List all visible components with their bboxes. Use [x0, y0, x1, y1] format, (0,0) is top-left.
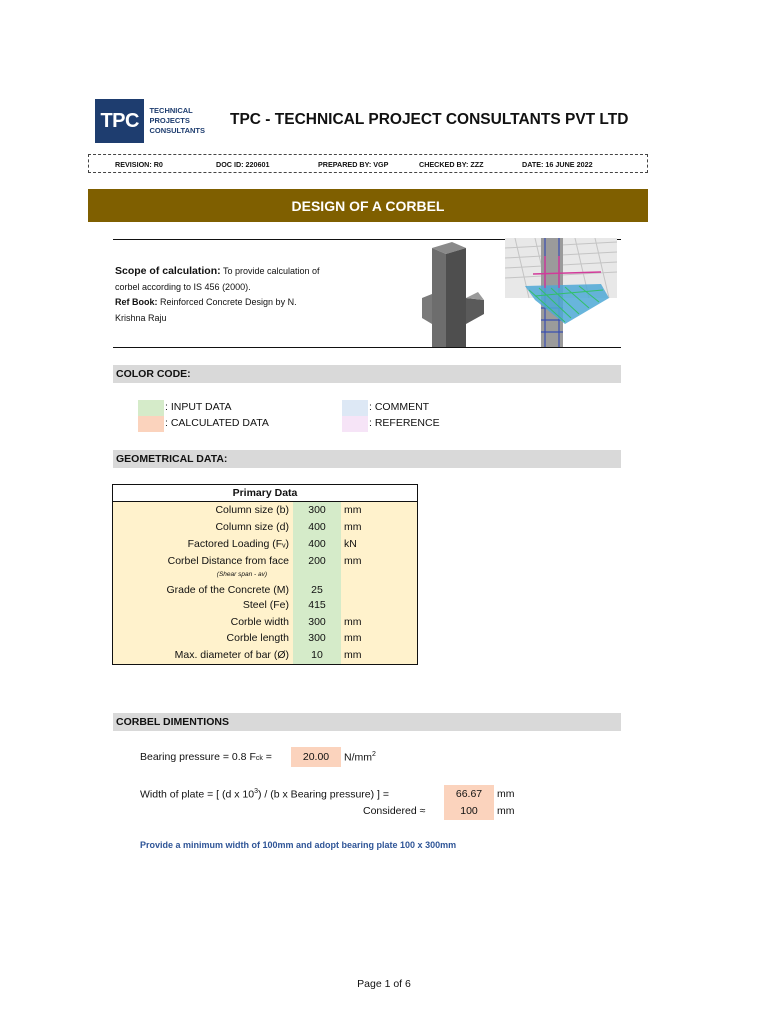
width-of-plate-label: Width of plate = [ (d x $10^3) / (b$ x Bearing pressure) ] = [140, 788, 390, 801]
company-name: TPC - TECHNICAL PROJECT CONSULTANTS PVT LTD [230, 111, 629, 128]
section-header-geometry: GEOMETRICAL DATA: [113, 450, 621, 468]
considered-value: 100 [444, 802, 494, 820]
table-title: Primary Data [113, 485, 417, 502]
corbel-reinforcement-illustration [505, 238, 617, 348]
prepared-by: PREPARED BY: VGP [318, 160, 389, 169]
width-of-plate-unit: mm [497, 788, 515, 800]
scope-block: Scope of calculation: To provide calculation of corbel according to IS 456 (2000). Ref Book: Reinforced Concrete Design by N. Krishna Raju [115, 265, 320, 323]
swatch-reference [342, 416, 368, 432]
section-header-color-code: COLOR CODE: [113, 365, 621, 383]
bearing-pressure-label: Bearing pressure = 0.8 Fck = [140, 751, 272, 763]
date: DATE: 16 JUNE 2022 [522, 160, 593, 169]
document-meta-row [88, 154, 648, 173]
legend-input: : INPUT DATA [165, 401, 232, 413]
swatch-comment [342, 400, 368, 416]
checked-by: CHECKED BY: ZZZ [419, 160, 484, 169]
divider-bottom [113, 347, 621, 348]
width-of-plate-value: 66.67 [444, 785, 494, 803]
company-logo [95, 99, 205, 143]
page-title-banner: DESIGN OF A CORBEL [88, 189, 648, 222]
swatch-input [138, 400, 164, 416]
legend-calculated: : CALCULATED DATA [165, 417, 269, 429]
bearing-pressure-unit: $N/mm^2$ [344, 751, 376, 764]
page-number: Page 1 of 6 [357, 978, 411, 990]
primary-data-table: Primary Data Column size (b) 300 mm Column size (d) 400 mm Factored Loading (Fᵥ) 400 kN Corbel Distance from face 200 mm (Shear span - av) Grade of the Concrete (M) 25 Steel (Fe) 415 Corble width 300 mm Corble length 300 mm Max. diameter of bar (Ø) 10 mm [112, 484, 418, 665]
doc-id: DOC ID: 220601 [216, 160, 270, 169]
legend-reference: : REFERENCE [369, 417, 440, 429]
corbel-column-illustration [418, 240, 490, 348]
bearing-pressure-value: 20.00 [291, 747, 341, 767]
legend-comment: : COMMENT [369, 401, 430, 413]
considered-unit: mm [497, 805, 515, 817]
swatch-calculated [138, 416, 164, 432]
design-note: Provide a minimum width of 100mm and adopt bearing plate 100 x 300mm [140, 840, 457, 850]
revision: REVISION: R0 [115, 160, 163, 169]
logo-mark: TPC [95, 99, 144, 143]
logo-wordmark: TECHNICAL PROJECTS CONSULTANTS [149, 106, 205, 135]
considered-label: Considered ≈ [363, 805, 426, 817]
section-header-corbel-dimensions: CORBEL DIMENTIONS [113, 713, 621, 731]
